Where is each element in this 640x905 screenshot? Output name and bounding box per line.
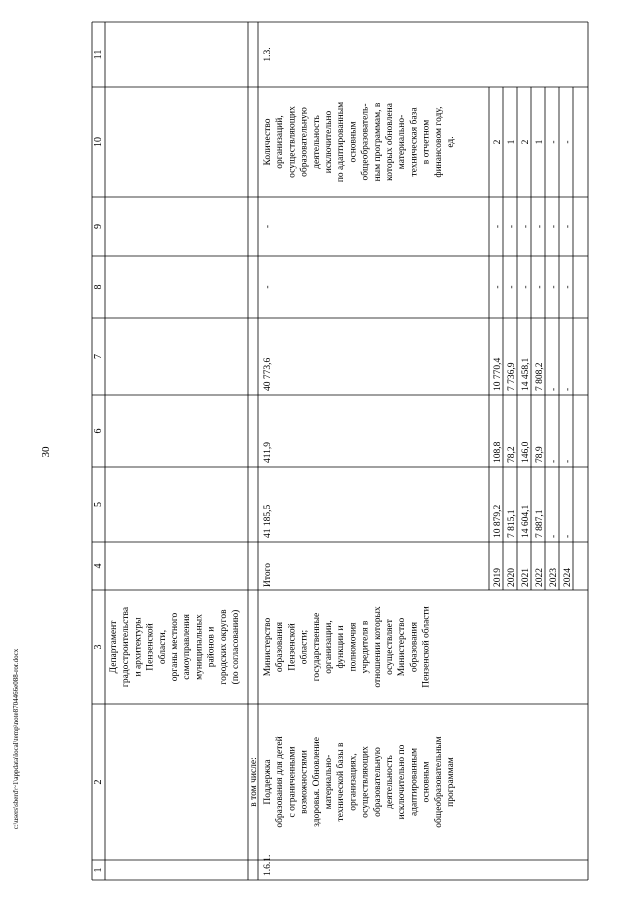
year-col9: - bbox=[535, 224, 545, 229]
indicator-text: образовательную bbox=[299, 107, 310, 177]
dept-executor-text: районов и bbox=[206, 626, 217, 668]
item-executors: Министерство bbox=[263, 617, 273, 677]
year-col6: - bbox=[563, 459, 573, 463]
column-number-8: 8 bbox=[93, 284, 104, 290]
item-executors: учредителя в bbox=[360, 620, 371, 674]
indicator-text: Количество bbox=[263, 118, 273, 166]
item-number: 1.6.1. bbox=[263, 854, 273, 876]
item-executors: образования bbox=[275, 621, 286, 673]
item-description: возможностями bbox=[299, 750, 310, 814]
item-description: общеобразовательным bbox=[433, 736, 444, 828]
dept-executor-text: Пензенской bbox=[145, 623, 156, 671]
item-executors: Министерство bbox=[397, 617, 408, 677]
column-number-1: 1 bbox=[93, 867, 104, 873]
year-2019: 2019 bbox=[493, 568, 503, 587]
item-executors: Пензенской bbox=[287, 623, 298, 671]
year-col9: - bbox=[507, 224, 517, 229]
indicator-text: общеобразователь- bbox=[360, 103, 371, 181]
item-description: программам bbox=[446, 757, 456, 807]
year-col10: - bbox=[549, 140, 559, 144]
item-executors: области; bbox=[299, 629, 310, 665]
item-description: организациях, bbox=[348, 753, 359, 811]
year-col8: - bbox=[535, 285, 545, 289]
item-description: осуществляющих bbox=[360, 746, 371, 818]
dept-executor-text: самоуправления bbox=[182, 614, 193, 680]
year-col8: - bbox=[493, 285, 503, 289]
indicator-text: организаций, bbox=[275, 115, 286, 169]
year-col5: 10 879,2 bbox=[493, 504, 503, 538]
year-col5: 7 815,1 bbox=[507, 509, 517, 538]
item-executors: полномочия bbox=[348, 622, 359, 672]
year-col7: - bbox=[549, 387, 559, 391]
year-col7: 7 808,2 bbox=[535, 362, 545, 391]
item-executors: государственные bbox=[311, 612, 322, 682]
dept-executor-text: муниципальных bbox=[194, 614, 205, 680]
column-number-9: 9 bbox=[93, 224, 104, 229]
indicator-text: исключительно bbox=[324, 110, 334, 174]
year-col8: - bbox=[563, 285, 573, 289]
year-col9: - bbox=[521, 224, 531, 229]
item-description: образования для детей bbox=[275, 736, 286, 828]
year-col5: 7 887,1 bbox=[535, 509, 545, 538]
year-col6: 78,2 bbox=[507, 446, 517, 463]
total-label: Итого bbox=[263, 562, 273, 587]
year-col7: - bbox=[563, 387, 573, 391]
indicator-text: материально- bbox=[397, 114, 408, 170]
dept-executor-text: городских округов bbox=[218, 609, 229, 685]
year-col5: - bbox=[563, 534, 573, 538]
year-col7: 10 770,4 bbox=[493, 357, 503, 391]
year-col7: 14 458,1 bbox=[521, 357, 531, 391]
indicator-text: основным bbox=[348, 121, 359, 163]
total-col8: - bbox=[263, 285, 273, 289]
total-col9: - bbox=[263, 224, 273, 229]
year-col5: 14 604,1 bbox=[521, 504, 531, 538]
indicator-text: осуществляющих bbox=[287, 106, 298, 178]
dept-executor-text: области, bbox=[157, 629, 168, 665]
item-executors: отношении которых bbox=[372, 606, 383, 688]
indicator-text: по адаптированным bbox=[336, 101, 347, 183]
item-executors: организации, bbox=[324, 620, 334, 674]
item-executors: функции и bbox=[336, 625, 347, 669]
year-col10: 1 bbox=[507, 139, 517, 145]
file-path-footer: c:\users\sberd\~1\appdata\local\temp\note8704466e088-ror.docx bbox=[12, 648, 20, 830]
total-col7: 40 773,6 bbox=[263, 357, 273, 391]
item-description: адаптированным bbox=[409, 747, 420, 817]
item-description: с ограниченными bbox=[287, 746, 298, 818]
indicator-text: в отчетном bbox=[421, 119, 432, 165]
column-number-3: 3 bbox=[93, 644, 104, 650]
indicator-text: ным программам, в bbox=[372, 102, 383, 182]
year-col8: - bbox=[549, 285, 559, 289]
column-number-2: 2 bbox=[93, 779, 104, 785]
column-number-5: 5 bbox=[93, 502, 104, 507]
year-col8: - bbox=[521, 285, 531, 289]
year-col10: 2 bbox=[493, 139, 503, 145]
year-col6: - bbox=[549, 459, 559, 463]
item-executors: Пензенской области bbox=[421, 606, 432, 688]
column-number-4: 4 bbox=[93, 563, 104, 569]
year-2022: 2022 bbox=[535, 568, 545, 587]
dept-executor-text: (по согласованию) bbox=[231, 609, 241, 685]
page-number: 30 bbox=[40, 446, 52, 458]
total-col5: 41 185,5 bbox=[263, 504, 273, 538]
dept-executor-text: градостроительства bbox=[121, 606, 132, 688]
year-col9: - bbox=[493, 224, 503, 229]
total-col6: 411,9 bbox=[263, 441, 273, 463]
column-number-6: 6 bbox=[93, 428, 104, 434]
year-col6: 108,8 bbox=[493, 441, 503, 463]
year-col7: 7 736,9 bbox=[507, 362, 517, 391]
item-description: технической базы в bbox=[336, 742, 347, 822]
year-2020: 2020 bbox=[507, 568, 517, 587]
item-description: материально- bbox=[324, 754, 334, 810]
link-code: 1.3. bbox=[263, 47, 273, 62]
year-col10: 2 bbox=[521, 139, 531, 145]
indicator-text: финансовом году, bbox=[433, 106, 444, 178]
column-number-10: 10 bbox=[93, 137, 104, 147]
including-label: в том числе: bbox=[249, 757, 259, 807]
column-number-7: 7 bbox=[93, 354, 104, 359]
year-col10: 1 bbox=[535, 139, 545, 145]
year-col10: - bbox=[563, 140, 573, 144]
year-col6: 78,9 bbox=[535, 446, 545, 463]
year-2023: 2023 bbox=[549, 568, 559, 587]
item-executors: образования bbox=[409, 621, 420, 673]
year-col9: - bbox=[563, 224, 573, 229]
indicator-text: техническая база bbox=[409, 107, 420, 177]
item-executors: осуществляет bbox=[385, 619, 395, 675]
item-description: деятельность bbox=[385, 755, 395, 809]
year-col8: - bbox=[507, 285, 517, 289]
item-description: основным bbox=[421, 761, 432, 803]
item-description: здоровья. Обновление bbox=[311, 737, 322, 827]
column-number-11: 11 bbox=[93, 49, 104, 60]
indicator-text: ед. bbox=[446, 136, 456, 148]
year-col5: - bbox=[549, 534, 559, 538]
dept-executor-text: и архитектуры bbox=[133, 617, 144, 677]
item-description: образовательную bbox=[372, 747, 383, 817]
year-2021: 2021 bbox=[521, 568, 531, 587]
indicator-text: деятельность bbox=[311, 115, 322, 169]
year-col6: 146,0 bbox=[521, 441, 531, 463]
year-col9: - bbox=[549, 224, 559, 229]
dept-executor-text: Департамент bbox=[109, 620, 119, 674]
item-description: исключительно по bbox=[397, 744, 408, 820]
indicator-text: которых обновлена bbox=[385, 103, 395, 181]
dept-executor-text: органы местного bbox=[170, 612, 180, 682]
year-2024: 2024 bbox=[563, 568, 573, 587]
item-description: Поддержка bbox=[263, 759, 273, 805]
